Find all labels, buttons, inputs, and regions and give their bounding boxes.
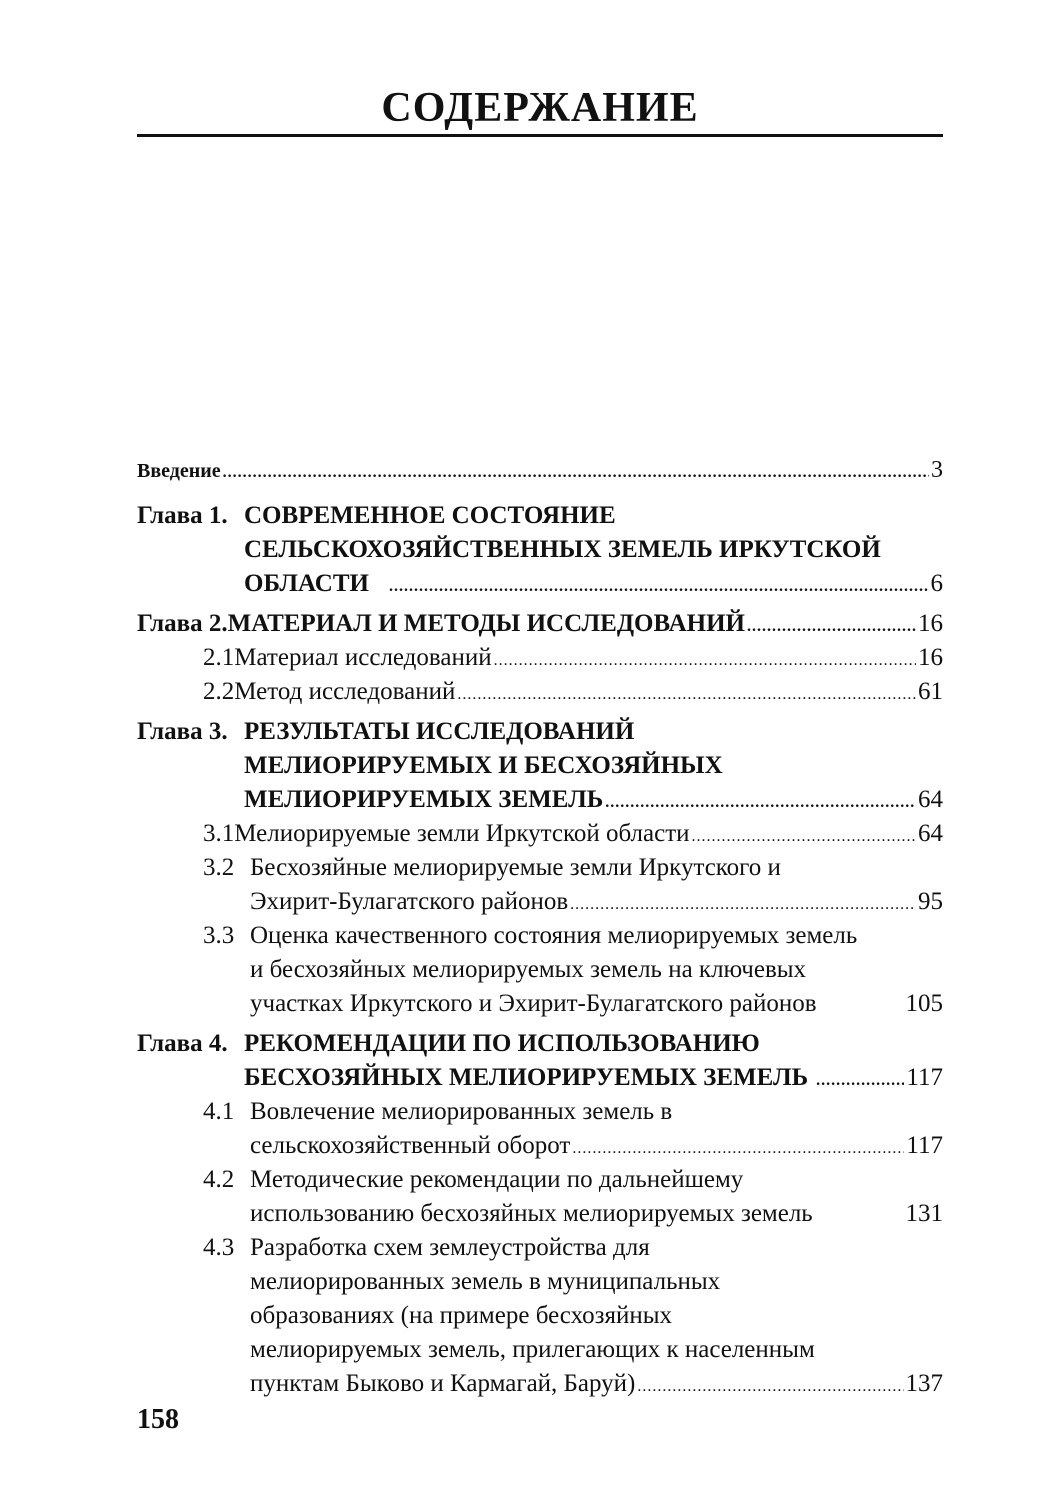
section-number: 3.1 [203, 820, 235, 847]
dot-leader [389, 570, 929, 604]
toc-page-number: 64 [918, 786, 943, 813]
toc-page-number: 3 [931, 457, 943, 483]
chapter-title-line: МЕЛИОРИРУЕМЫХ ЗЕМЕЛЬ [244, 786, 604, 813]
chapter-label: Глава 2. [137, 610, 228, 637]
toc-section-2-2[interactable] [137, 675, 943, 709]
dot-leader [747, 610, 916, 644]
chapter-title-line: СЕЛЬСКОХОЗЯЙСТВЕННЫХ ЗЕМЕЛЬ ИРКУТСКОЙ [244, 536, 881, 563]
section-title-line: сельскохозяйственный оборот [250, 1132, 571, 1159]
section-number: 3.2 [203, 854, 235, 881]
section-title-line: мелиорируемых земель, прилегающих к населенным [250, 1336, 815, 1363]
section-number: 2.1 [203, 644, 235, 671]
dot-leader [816, 1064, 904, 1098]
toc-entry-intro[interactable] [137, 453, 943, 487]
chapter-title-line: МЕЛИОРИРУЕМЫХ И БЕСХОЗЯЙНЫХ [244, 752, 723, 779]
toc-page-number: 131 [905, 1200, 943, 1227]
toc-section-4-2[interactable] [137, 1163, 943, 1231]
chapter-title-line: РЕЗУЛЬТАТЫ ИССЛЕДОВАНИЙ [244, 718, 635, 745]
section-title-line: Метод исследований [234, 678, 456, 705]
chapter-label: Глава 1. [137, 502, 228, 529]
section-number: 4.3 [203, 1234, 235, 1261]
toc-page-number: 117 [906, 1064, 943, 1091]
section-title-line: Материал исследований [234, 644, 492, 671]
section-title-line: Методические рекомендации по дальнейшему [250, 1166, 744, 1193]
toc-page-number: 95 [918, 888, 943, 915]
toc-section-4-3[interactable] [137, 1231, 943, 1401]
dot-leader [605, 786, 916, 820]
section-title-line: Эхирит-Булагатского районов [250, 888, 569, 915]
dot-leader [223, 456, 929, 490]
section-title-line: и бесхозяйных мелиорируемых земель на ключевых [250, 956, 807, 983]
section-title-line: использованию бесхозяйных мелиорируемых земель [250, 1200, 813, 1227]
section-title-line: образованиях (на примере бесхозяйных [250, 1302, 673, 1329]
toc-section-2-1[interactable] [137, 641, 943, 675]
dot-leader [637, 1370, 903, 1404]
section-title-line: Вовлечение мелиорированных земель в [250, 1098, 673, 1125]
toc-page-number: 117 [906, 1132, 943, 1159]
section-title-line: Мелиорируемые земли Иркутской области [234, 820, 690, 847]
dot-leader [494, 644, 916, 678]
toc-section-3-1[interactable] [137, 817, 943, 851]
toc-page-number: 61 [918, 678, 943, 705]
toc-entry-label: Введение [137, 460, 221, 482]
dot-leader [572, 1132, 904, 1166]
page-title: СОДЕРЖАНИЕ [381, 85, 699, 131]
section-title-line: участках Иркутского и Эхирит-Булагатского районов [250, 990, 817, 1017]
toc-page-number: 64 [918, 820, 943, 847]
title-rule [137, 134, 943, 137]
page-number: 158 [137, 1404, 179, 1435]
chapter-label: Глава 4. [137, 1030, 228, 1057]
section-title-line: Бесхозяйные мелиорируемые земли Иркутского и [250, 854, 781, 881]
section-number: 4.1 [203, 1098, 235, 1125]
toc-page-number: 16 [918, 644, 943, 671]
section-title-line: Оценка качественного состояния мелиорируемых земель [250, 922, 858, 949]
table-of-contents [137, 453, 943, 1401]
toc-chapter-4[interactable] [137, 1027, 943, 1095]
chapter-label: Глава 3. [137, 718, 228, 745]
section-title-line: Разработка схем землеустройства для [250, 1234, 650, 1261]
chapter-title-line: БЕСХОЗЯЙНЫХ МЕЛИОРИРУЕМЫХ ЗЕМЕЛЬ [244, 1064, 809, 1091]
toc-chapter-1[interactable] [137, 499, 943, 601]
toc-page-number: 105 [905, 990, 943, 1017]
dot-leader [457, 678, 916, 712]
dot-leader [692, 820, 916, 854]
chapter-title-line: ОБЛАСТИ [244, 570, 369, 597]
toc-page-number: 137 [905, 1370, 943, 1397]
chapter-title-line: РЕКОМЕНДАЦИИ ПО ИСПОЛЬЗОВАНИЮ [244, 1030, 760, 1057]
section-title-line: пунктам Быково и Кармагай, Баруй) [250, 1370, 636, 1397]
toc-page-number: 6 [930, 570, 943, 597]
toc-section-3-3[interactable] [137, 919, 943, 1021]
chapter-title-line: МАТЕРИАЛ И МЕТОДЫ ИССЛЕДОВАНИЙ [227, 610, 745, 637]
toc-chapter-3[interactable] [137, 715, 943, 817]
section-number: 3.3 [203, 922, 235, 949]
toc-page-number: 16 [918, 610, 943, 637]
section-number: 4.2 [203, 1166, 235, 1193]
dot-leader [570, 888, 916, 922]
section-number: 2.2 [203, 678, 235, 705]
section-title-line: мелиорированных земель в муниципальных [250, 1268, 721, 1295]
chapter-title-line: СОВРЕМЕННОЕ СОСТОЯНИЕ [244, 502, 616, 529]
toc-chapter-2[interactable] [137, 607, 943, 641]
toc-section-3-2[interactable] [137, 851, 943, 919]
toc-section-4-1[interactable] [137, 1095, 943, 1163]
